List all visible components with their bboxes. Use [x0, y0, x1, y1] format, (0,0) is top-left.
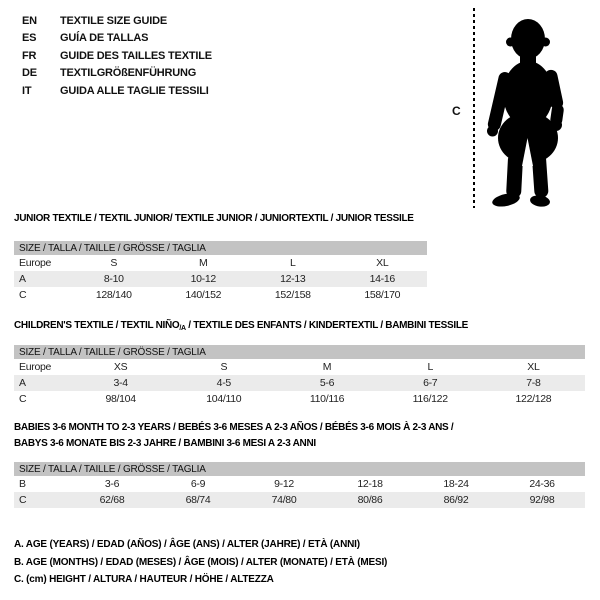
table-cell: M: [322, 361, 332, 373]
table-cell: 80/86: [357, 494, 383, 506]
table-cell: 68/74: [185, 494, 211, 506]
table-cell: 104/110: [206, 393, 242, 405]
legend-line-b: B. AGE (MONTHS) / EDAD (MESES) / ÂGE (MOIS) / ALTER (MONATE) / ETÀ (MESI): [14, 556, 388, 568]
table-cell: M: [199, 257, 208, 269]
table-cell: 8-10: [103, 273, 124, 285]
row-label: B: [19, 478, 26, 490]
table-cell: 7-8: [526, 377, 541, 389]
language-list: [22, 12, 212, 100]
table-cell: 116/122: [412, 393, 448, 405]
babies-title-line2: BABYS 3-6 MONATE BIS 2-3 JAHRE / BAMBINI 3-6 MESI A 2-3 ANNI: [14, 438, 316, 449]
table-cell: 158/170: [364, 289, 401, 301]
table-cell: 12-18: [357, 478, 383, 490]
height-measure-dashed-line: [473, 8, 475, 208]
table-cell: 10-12: [190, 273, 216, 285]
language-row-it: [22, 82, 212, 100]
table-cell: L: [427, 361, 433, 373]
row-label: C: [19, 289, 27, 301]
table-cell: 62/68: [99, 494, 125, 506]
table-cell: 14-16: [369, 273, 395, 285]
row-label: C: [19, 393, 27, 405]
size-header-bar: SIZE / TALLA / TAILLE / GRÖSSE / TAGLIA: [14, 462, 585, 476]
children-title-pre: CHILDREN'S TEXTILE / TEXTIL NIÑO: [14, 320, 180, 331]
table-cell: 5-6: [319, 377, 335, 389]
babies-table-title: [14, 420, 514, 452]
table-cell: 4-5: [216, 377, 231, 389]
table-row: [14, 287, 427, 303]
toddler-silhouette-icon: [482, 8, 572, 208]
language-code: IT: [22, 84, 32, 97]
size-header-bar: SIZE / TALLA / TAILLE / GRÖSSE / TAGLIA: [14, 345, 585, 359]
table-cell: 9-12: [274, 478, 294, 490]
children-table-title: [14, 320, 468, 332]
table-row: [14, 255, 427, 271]
row-label: A: [19, 273, 26, 285]
children-title-post: / TEXTILE DES ENFANTS / KINDERTEXTIL / BAMBINI TESSILE: [185, 320, 469, 331]
children-size-table: [14, 345, 585, 407]
language-code: FR: [22, 49, 37, 62]
size-header-bar: SIZE / TALLA / TAILLE / GRÖSSE / TAGLIA: [14, 241, 427, 255]
language-code: DE: [22, 67, 37, 80]
legend-line-c: C. (cm) HEIGHT / ALTURA / HAUTEUR / HÖHE / ALTEZZA: [14, 574, 274, 586]
language-label: GUIDE DES TAILLES TEXTILE: [60, 49, 212, 62]
table-cell: 128/140: [95, 289, 132, 301]
language-row-en: [22, 12, 212, 30]
table-cell: 140/152: [185, 289, 222, 301]
junior-size-table: [14, 241, 427, 303]
language-row-es: [22, 30, 212, 48]
row-label: Europe: [19, 361, 52, 373]
table-row: [14, 476, 585, 492]
table-cell: XL: [527, 361, 540, 373]
row-label: A: [19, 377, 26, 389]
measurement-legend: [14, 536, 387, 589]
height-measure-label: C: [452, 104, 461, 118]
table-cell: 6-7: [423, 377, 438, 389]
table-cell: L: [289, 257, 296, 269]
babies-title-line1: BABIES 3-6 MONTH TO 2-3 YEARS / BEBÉS 3-6 MESES A 2-3 AÑOS / BÉBÉS 3-6 MOIS À 2-3 ANS /: [14, 422, 454, 433]
table-cell: 98/104: [105, 393, 136, 405]
language-row-fr: [22, 47, 212, 65]
table-cell: 152/158: [274, 289, 311, 301]
junior-table-title: JUNIOR TEXTILE / TEXTIL JUNIOR/ TEXTILE JUNIOR / JUNIORTEXTIL / JUNIOR TESSILE: [14, 213, 414, 224]
babies-size-table: [14, 462, 585, 508]
table-cell: XS: [113, 361, 128, 373]
table-cell: S: [110, 257, 118, 269]
table-cell: S: [220, 361, 228, 373]
language-code: EN: [22, 14, 37, 27]
table-row: [14, 375, 585, 391]
language-label: TEXTILGRÖßENFÜHRUNG: [60, 67, 197, 80]
table-cell: 18-24: [443, 478, 469, 490]
table-cell: 3-6: [104, 478, 120, 490]
language-code: ES: [22, 32, 37, 45]
legend-line-a: A. AGE (YEARS) / EDAD (AÑOS) / ÂGE (ANS) / ALTER (JAHRE) / ETÀ (ANNI): [14, 539, 360, 550]
table-cell: 12-13: [280, 273, 306, 285]
table-row: [14, 391, 585, 407]
row-label: Europe: [19, 257, 52, 269]
table-cell: XL: [376, 257, 389, 269]
table-cell: 74/80: [271, 494, 297, 506]
table-cell: 6-9: [190, 478, 206, 490]
row-label: C: [19, 494, 27, 506]
language-row-de: [22, 65, 212, 83]
table-cell: 86/92: [443, 494, 469, 506]
table-cell: 92/98: [529, 494, 555, 506]
table-cell: 122/128: [515, 393, 552, 405]
table-cell: 24-36: [529, 478, 555, 490]
language-label: GUÍA DE TALLAS: [60, 32, 149, 45]
table-row: [14, 492, 585, 508]
language-label: TEXTILE SIZE GUIDE: [60, 14, 168, 27]
table-cell: 110/116: [309, 393, 345, 405]
table-row: [14, 359, 585, 375]
table-cell: 3-4: [113, 377, 128, 389]
table-row: [14, 271, 427, 287]
children-title-subscript: /A: [179, 325, 186, 332]
language-label: GUIDA ALLE TAGLIE TESSILI: [60, 84, 209, 97]
